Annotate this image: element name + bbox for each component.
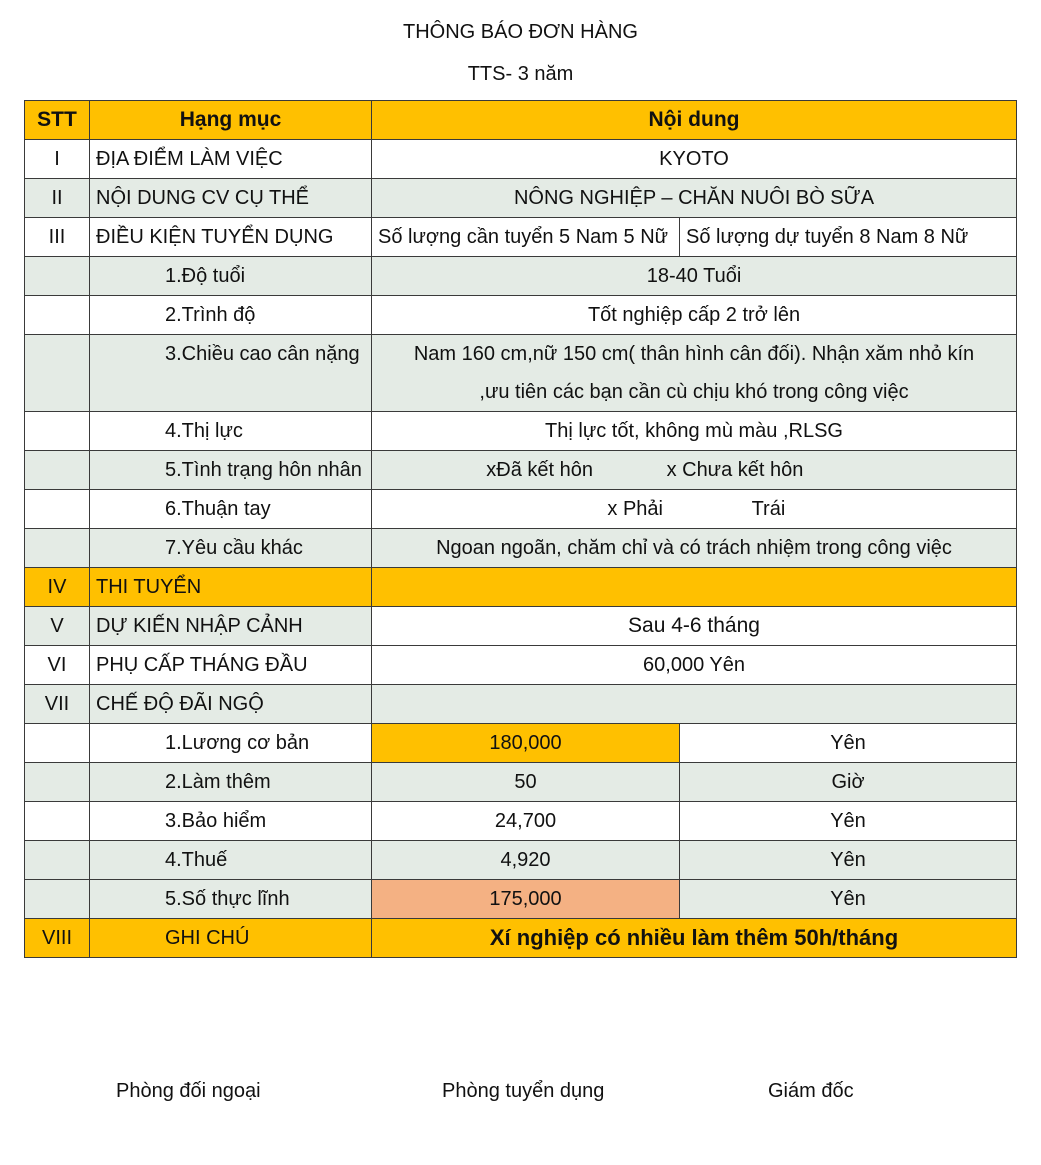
table-row xyxy=(25,218,1017,257)
row-stt: I xyxy=(25,140,90,179)
table-row xyxy=(25,607,1017,646)
row-label: 1.Độ tuổi xyxy=(90,257,372,296)
row-stt: IV xyxy=(25,568,90,607)
row-label: 2.Trình độ xyxy=(90,296,372,335)
row-stt: VIII xyxy=(25,919,90,958)
row-value xyxy=(372,335,1017,412)
row-label: 4.Thị lực xyxy=(90,412,372,451)
table-row xyxy=(25,646,1017,685)
table-header-row xyxy=(25,101,1017,140)
row-content: 60,000 Yên xyxy=(372,646,1017,685)
order-table xyxy=(24,100,1017,958)
signature-recruitment: Phòng tuyển dụng xyxy=(442,1080,605,1102)
row-unit: Yên xyxy=(680,724,1017,763)
table-row xyxy=(25,257,1017,296)
row-unit: Yên xyxy=(680,880,1017,919)
row-stt: VII xyxy=(25,685,90,724)
hand-option-right: x Phải xyxy=(607,498,663,520)
row-stt: V xyxy=(25,607,90,646)
recruit-quota: Số lượng cần tuyển 5 Nam 5 Nữ xyxy=(372,218,680,257)
row-category: ĐỊA ĐIỂM LÀM VIỆC xyxy=(90,140,372,179)
row-label: 1.Lương cơ bản xyxy=(90,724,372,763)
row-label: 5.Số thực lĩnh xyxy=(90,880,372,919)
row-content: Sau 4-6 tháng xyxy=(372,607,1017,646)
row-value: 50 xyxy=(372,763,680,802)
table-row xyxy=(25,568,1017,607)
table-row xyxy=(25,529,1017,568)
row-stt: II xyxy=(25,179,90,218)
row-value xyxy=(372,451,1017,490)
row-unit: Yên xyxy=(680,802,1017,841)
row-content: KYOTO xyxy=(372,140,1017,179)
row-label: 5.Tình trạng hôn nhân xyxy=(90,451,372,490)
candidate-quota: Số lượng dự tuyển 8 Nam 8 Nữ xyxy=(680,218,1017,257)
table-row xyxy=(25,802,1017,841)
row-category: THI TUYỂN xyxy=(90,568,372,607)
row-stt: VI xyxy=(25,646,90,685)
row-content xyxy=(372,685,1017,724)
row-value: 18-40 Tuổi xyxy=(372,257,1017,296)
row-value: 24,700 xyxy=(372,802,680,841)
hand-option-left: Trái xyxy=(751,498,786,520)
table-row xyxy=(25,451,1017,490)
table-row xyxy=(25,296,1017,335)
page-subtitle: TTS- 3 năm xyxy=(467,63,574,85)
header-stt: STT xyxy=(25,101,90,140)
row-value: 180,000 xyxy=(372,724,680,763)
table-row xyxy=(25,685,1017,724)
table-row xyxy=(25,179,1017,218)
row-category: PHỤ CẤP THÁNG ĐẦU xyxy=(90,646,372,685)
row-value: 175,000 xyxy=(372,880,680,919)
row-label: 3.Chiều cao cân nặng xyxy=(90,335,372,412)
page-title: THÔNG BÁO ĐƠN HÀNG xyxy=(403,21,638,43)
row-content: NÔNG NGHIỆP – CHĂN NUÔI BÒ SỮA xyxy=(372,179,1017,218)
row-category: GHI CHÚ xyxy=(90,919,372,958)
table-row xyxy=(25,724,1017,763)
signature-director: Giám đốc xyxy=(768,1080,854,1102)
header-category: Hạng mục xyxy=(90,101,372,140)
row-stt: III xyxy=(25,218,90,257)
row-value: Tốt nghiệp cấp 2 trở lên xyxy=(372,296,1017,335)
marital-option-married: xĐã kết hôn xyxy=(486,459,593,481)
row-content xyxy=(372,568,1017,607)
row-value: Ngoan ngoãn, chăm chỉ và có trách nhiệm trong công việc xyxy=(372,529,1017,568)
table-row xyxy=(25,919,1017,958)
row-unit: Giờ xyxy=(680,763,1017,802)
row-value xyxy=(372,490,1017,529)
row-category: DỰ KIẾN NHẬP CẢNH xyxy=(90,607,372,646)
row-label: 6.Thuận tay xyxy=(90,490,372,529)
signature-foreign-affairs: Phòng đối ngoại xyxy=(116,1080,261,1102)
table-row xyxy=(25,490,1017,529)
row-label: 2.Làm thêm xyxy=(90,763,372,802)
table-row xyxy=(25,140,1017,179)
table-row xyxy=(25,880,1017,919)
row-label: 7.Yêu cầu khác xyxy=(90,529,372,568)
row-unit: Yên xyxy=(680,841,1017,880)
row-category: CHẾ ĐỘ ĐÃI NGỘ xyxy=(90,685,372,724)
table-row xyxy=(25,412,1017,451)
row-label: 4.Thuế xyxy=(90,841,372,880)
table-row xyxy=(25,335,1017,412)
row-value-line: Nam 160 cm,nữ 150 cm( thân hình cân đối). Nhận xăm nhỏ kín xyxy=(413,343,975,365)
row-category: ĐIỀU KIỆN TUYỂN DỤNG xyxy=(90,218,372,257)
row-category: NỘI DUNG CV CỤ THỂ xyxy=(90,179,372,218)
row-label: 3.Bảo hiểm xyxy=(90,802,372,841)
row-content: Xí nghiệp có nhiều làm thêm 50h/tháng xyxy=(372,919,1017,958)
marital-option-single: x Chưa kết hôn xyxy=(666,459,804,481)
table-row xyxy=(25,763,1017,802)
row-value-line: ,ưu tiên các bạn cần cù chịu khó trong công việc xyxy=(479,381,909,403)
row-value: 4,920 xyxy=(372,841,680,880)
header-content: Nội dung xyxy=(372,101,1017,140)
row-value: Thị lực tốt, không mù màu ,RLSG xyxy=(372,412,1017,451)
table-row xyxy=(25,841,1017,880)
